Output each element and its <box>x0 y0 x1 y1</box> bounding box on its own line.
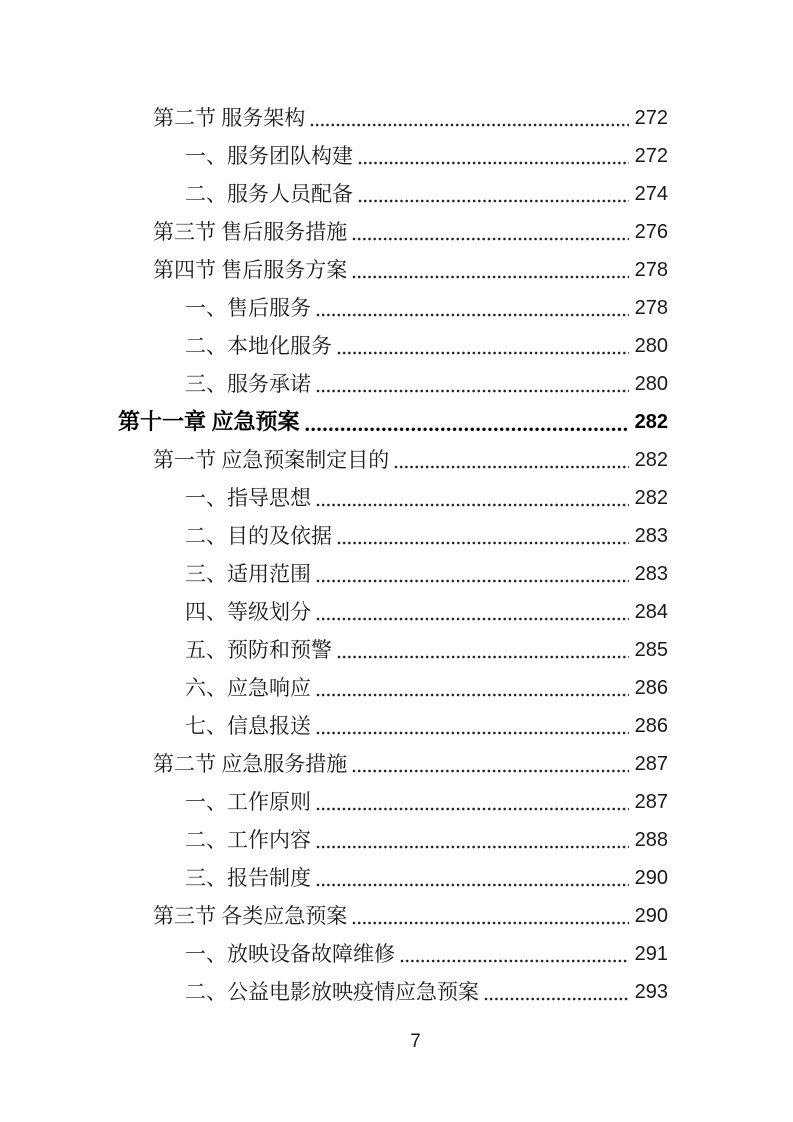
dot-leader <box>316 579 629 583</box>
dot-leader <box>358 199 629 203</box>
toc-entry-label: 五、预防和预警 <box>185 638 332 662</box>
toc-entry-page: 282 <box>634 411 668 433</box>
toc-entry-label: 二、目的及依据 <box>185 524 332 548</box>
toc-entry-label: 第三节 各类应急预案 <box>153 904 348 928</box>
toc-entry[interactable] <box>118 897 668 935</box>
page-footer <box>0 1029 793 1055</box>
dot-leader <box>305 427 629 432</box>
toc-entry-label: 三、服务承诺 <box>185 372 311 396</box>
dot-leader <box>316 503 629 507</box>
toc-entry[interactable] <box>118 289 668 327</box>
toc-entry[interactable] <box>118 745 668 783</box>
toc-entry-chapter[interactable] <box>118 403 668 441</box>
toc-entry[interactable] <box>118 821 668 859</box>
toc-entry-page: 285 <box>634 639 668 661</box>
dot-leader <box>316 845 629 849</box>
toc-entry-page: 282 <box>634 449 668 471</box>
toc-entry[interactable] <box>118 935 668 973</box>
toc-entry-label: 第二节 应急服务措施 <box>153 752 348 776</box>
toc-entry-label: 二、公益电影放映疫情应急预案 <box>185 980 479 1004</box>
toc-entry-page: 283 <box>634 563 668 585</box>
toc-entry-label: 一、放映设备故障维修 <box>185 942 395 966</box>
toc-entry-page: 291 <box>634 943 668 965</box>
toc-entry-page: 280 <box>634 335 668 357</box>
dot-leader <box>352 921 629 925</box>
toc-entry-page: 290 <box>634 905 668 927</box>
toc-entry-page: 278 <box>634 259 668 281</box>
toc-entry[interactable] <box>118 593 668 631</box>
toc-entry-page: 293 <box>634 981 668 1003</box>
toc-entry-label: 三、报告制度 <box>185 866 311 890</box>
toc-entry-page: 276 <box>634 221 668 243</box>
toc-entry[interactable] <box>118 441 668 479</box>
dot-leader <box>316 617 629 621</box>
dot-leader <box>316 731 629 735</box>
toc-entry-page: 287 <box>634 753 668 775</box>
toc-entry-label: 一、指导思想 <box>185 486 311 510</box>
toc-entry-page: 287 <box>634 791 668 813</box>
toc-entry[interactable] <box>118 669 668 707</box>
dot-leader <box>352 237 629 241</box>
toc-entry-label: 一、工作原则 <box>185 790 311 814</box>
toc-entry-page: 286 <box>634 677 668 699</box>
dot-leader <box>358 161 629 165</box>
toc-entry-page: 272 <box>634 107 668 129</box>
toc-entry-page: 288 <box>634 829 668 851</box>
table-of-contents <box>118 99 668 1011</box>
toc-entry[interactable] <box>118 175 668 213</box>
toc-entry-page: 286 <box>634 715 668 737</box>
toc-entry[interactable] <box>118 973 668 1011</box>
dot-leader <box>316 693 629 697</box>
toc-entry-page: 282 <box>634 487 668 509</box>
toc-entry[interactable] <box>118 213 668 251</box>
toc-entry-page: 283 <box>634 525 668 547</box>
toc-entry-label: 六、应急响应 <box>185 676 311 700</box>
toc-entry-label: 二、本地化服务 <box>185 334 332 358</box>
toc-entry-page: 284 <box>634 601 668 623</box>
toc-entry[interactable] <box>118 137 668 175</box>
toc-entry-label: 一、服务团队构建 <box>185 144 353 168</box>
toc-entry-label: 三、适用范围 <box>185 562 311 586</box>
toc-entry-page: 290 <box>634 867 668 889</box>
toc-entry[interactable] <box>118 631 668 669</box>
toc-entry[interactable] <box>118 251 668 289</box>
dot-leader <box>352 769 629 773</box>
toc-entry-label: 一、售后服务 <box>185 296 311 320</box>
toc-entry[interactable] <box>118 99 668 137</box>
dot-leader <box>394 465 629 469</box>
toc-entry-label: 二、工作内容 <box>185 828 311 852</box>
toc-entry[interactable] <box>118 479 668 517</box>
dot-leader <box>400 959 629 963</box>
toc-entry[interactable] <box>118 783 668 821</box>
dot-leader <box>316 807 629 811</box>
footer-page-number: 7 <box>410 1031 421 1052</box>
dot-leader <box>316 389 629 393</box>
toc-entry-page: 280 <box>634 373 668 395</box>
dot-leader <box>337 351 629 355</box>
toc-entry-label: 四、等级划分 <box>185 600 311 624</box>
dot-leader <box>337 541 629 545</box>
toc-entry-page: 278 <box>634 297 668 319</box>
dot-leader <box>316 313 629 317</box>
toc-entry[interactable] <box>118 365 668 403</box>
toc-entry[interactable] <box>118 859 668 897</box>
toc-entry-label: 第四节 售后服务方案 <box>153 258 348 282</box>
toc-entry-label: 第十一章 应急预案 <box>118 409 300 434</box>
toc-entry-label: 七、信息报送 <box>185 714 311 738</box>
dot-leader <box>337 655 629 659</box>
toc-entry-label: 第一节 应急预案制定目的 <box>153 448 390 472</box>
dot-leader <box>484 997 629 1001</box>
dot-leader <box>352 275 629 279</box>
toc-entry[interactable] <box>118 555 668 593</box>
toc-entry-page: 274 <box>634 183 668 205</box>
toc-entry[interactable] <box>118 517 668 555</box>
toc-entry-label: 第三节 售后服务措施 <box>153 220 348 244</box>
toc-entry-label: 二、服务人员配备 <box>185 182 353 206</box>
toc-entry[interactable] <box>118 327 668 365</box>
toc-entry-label: 第二节 服务架构 <box>153 106 306 130</box>
dot-leader <box>316 883 629 887</box>
dot-leader <box>310 123 629 127</box>
toc-entry[interactable] <box>118 707 668 745</box>
toc-entry-page: 272 <box>634 145 668 167</box>
